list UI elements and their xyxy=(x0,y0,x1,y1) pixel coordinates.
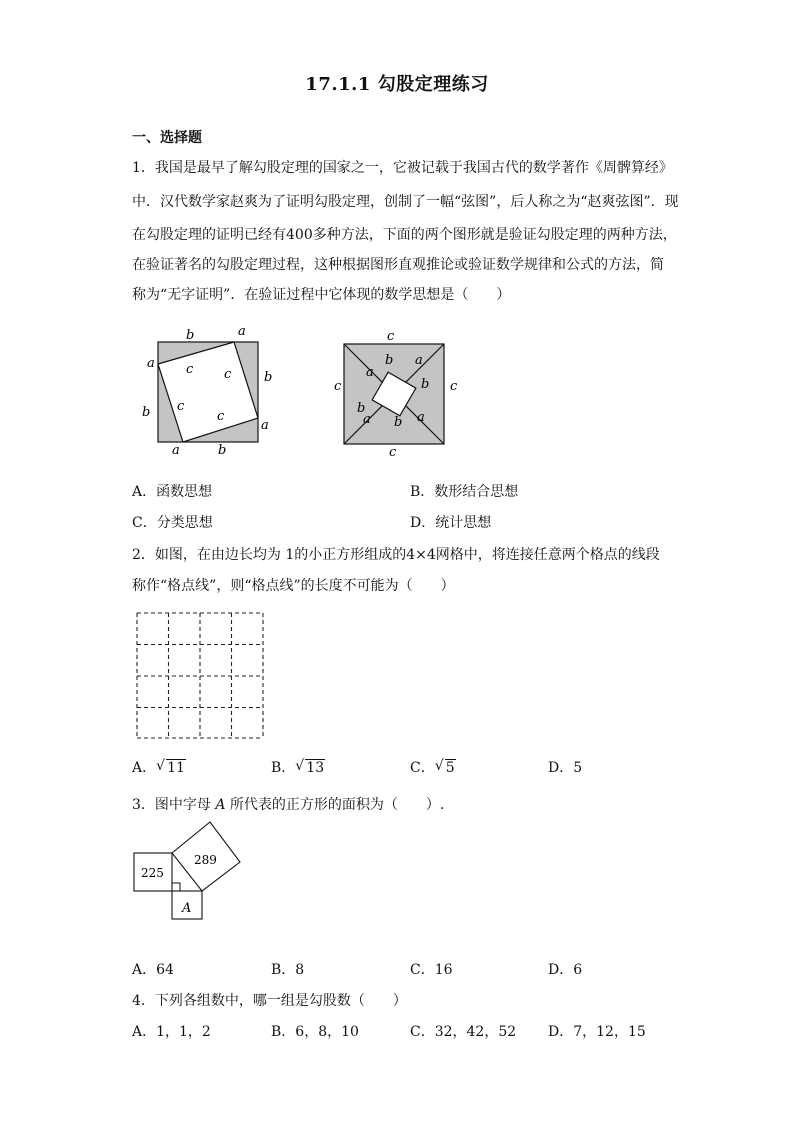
q2-line-1: 2．如图，在由边长均为 1的小正方形组成的4×4网格中，将连接任意两个格点的线段 xyxy=(132,547,660,563)
fig2-label-inner-b2: b xyxy=(421,377,430,392)
sqrt-symbol: √ 13 xyxy=(295,758,325,776)
q1-line-3: 在勾股定理的证明已经有400多种方法，下面的两个图形就是验证勾股定理的两种方法， xyxy=(132,227,677,243)
q2-option-c-radicand: 5 xyxy=(445,760,455,776)
fig2-label-inner-a4: a xyxy=(417,410,425,425)
fig1-label-right-a: a xyxy=(261,418,269,433)
fig2-label-inner-a1: a xyxy=(366,365,374,380)
q4-line: 4．下列各组数中，哪一组是勾股数（ ） xyxy=(132,993,407,1009)
fig2-label-inner-b3: b xyxy=(357,401,366,416)
q4-option-a[interactable]: A．1，1，2 xyxy=(132,1024,211,1040)
q2-option-b-label: B． xyxy=(271,760,296,776)
fig1-label-top-b: b xyxy=(186,328,195,343)
fig2-label-right-c: c xyxy=(450,379,458,394)
q3-option-d[interactable]: D．6 xyxy=(548,962,583,978)
fig1-label-inner-c2: c xyxy=(224,367,232,382)
q3-option-c[interactable]: C．16 xyxy=(410,962,453,978)
q1-line-5: 称为“无字证明”．在验证过程中它体现的数学思想是（ ） xyxy=(132,287,511,303)
q1-option-c[interactable]: C．分类思想 xyxy=(132,515,213,531)
q2-option-a[interactable] xyxy=(132,758,186,778)
fig2-label-inner-b4: b xyxy=(394,415,403,430)
q4-option-b[interactable]: B．6，8，10 xyxy=(271,1024,359,1040)
fig2-label-inner-a2: a xyxy=(415,353,423,368)
q3-option-b[interactable]: B．8 xyxy=(271,962,305,978)
fig2-label-left-c: c xyxy=(334,379,342,394)
fig1-label-left-b: b xyxy=(142,405,151,420)
fig1-label-top-a: a xyxy=(238,324,246,339)
q4-option-d[interactable]: D．7，12，15 xyxy=(548,1024,646,1040)
q2-line-2: 称作“格点线”，则“格点线”的长度不可能为（ ） xyxy=(132,578,455,594)
q4-option-c[interactable]: C．32，42，52 xyxy=(410,1024,517,1040)
q2-option-a-label: A． xyxy=(132,760,157,776)
q2-option-b[interactable] xyxy=(271,758,325,778)
q3-variable: A xyxy=(215,797,226,813)
q3-line: 3．图中字母 A 所代表的正方形的面积为（ ）. xyxy=(132,797,445,813)
q1-option-b[interactable]: B．数形结合思想 xyxy=(410,484,519,500)
q3-label-289: 289 xyxy=(194,853,217,867)
q3-label-225: 225 xyxy=(141,866,164,880)
sqrt-symbol: √ 5 xyxy=(434,758,455,776)
q2-option-d[interactable]: D．5 xyxy=(548,760,583,776)
q1-line-4: 在验证著名的勾股定理过程，这种根据图形直观推论或验证数学规律和公式的方法，简 xyxy=(132,257,664,273)
q1-option-d[interactable]: D．统计思想 xyxy=(410,515,492,531)
q1-line-1: 1．我国是最早了解勾股定理的国家之一，它被记载于我国古代的数学著作《周髀算经》 xyxy=(132,160,673,176)
fig2-label-top-c: c xyxy=(387,329,395,344)
q3-option-a[interactable]: A．64 xyxy=(132,962,174,978)
q1-line-2: 中．汉代数学家赵爽为了证明勾股定理，创制了一幅“弦图”，后人称之为“赵爽弦图”．现 xyxy=(132,194,679,210)
fig1-label-inner-c3: c xyxy=(177,399,185,414)
fig1-label-bottom-b: b xyxy=(218,443,227,458)
fig1-label-inner-c4: c xyxy=(217,409,225,424)
q1-figure-right xyxy=(326,322,466,462)
q2-option-c[interactable] xyxy=(410,758,456,778)
fig2-label-bottom-c: c xyxy=(389,445,397,460)
q2-option-c-label: C． xyxy=(410,760,435,776)
fig2-label-inner-b1: b xyxy=(385,353,394,368)
page-title: 17.1.1 勾股定理练习 xyxy=(305,74,489,95)
fig1-label-left-a: a xyxy=(147,356,155,371)
q2-option-b-radicand: 13 xyxy=(306,760,325,776)
q1-figure-left xyxy=(140,320,285,460)
sqrt-symbol: √ 11 xyxy=(156,758,185,776)
fig1-label-right-b: b xyxy=(264,370,273,385)
q3-label-a: A xyxy=(182,901,192,916)
q2-grid-figure xyxy=(136,612,266,740)
fig1-label-inner-c1: c xyxy=(186,362,194,377)
q2-option-a-radicand: 11 xyxy=(167,760,185,776)
fig1-label-bottom-a: a xyxy=(172,443,180,458)
q1-option-a[interactable]: A．函数思想 xyxy=(132,484,213,500)
fig2-label-inner-a3: a xyxy=(363,412,371,427)
section-heading: 一、选择题 xyxy=(132,130,202,146)
q3-figure xyxy=(128,818,248,926)
